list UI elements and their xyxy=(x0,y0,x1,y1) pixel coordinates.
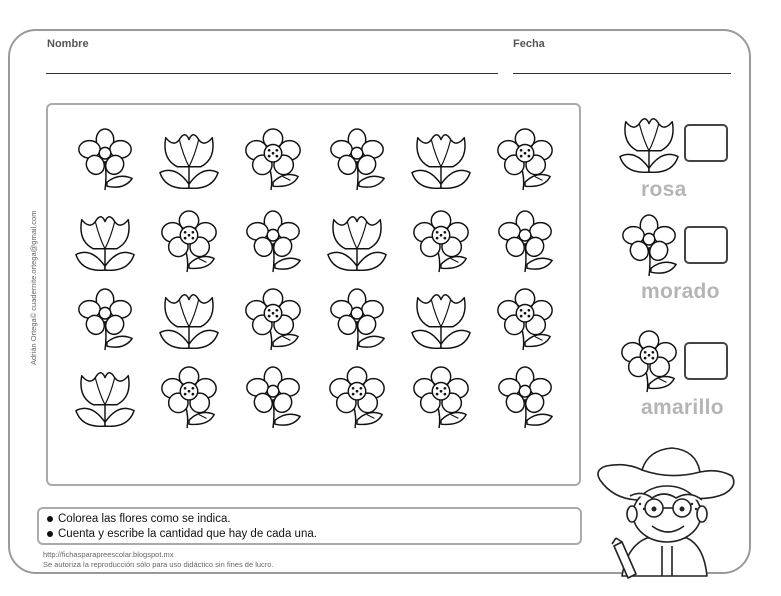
answer-flower xyxy=(616,330,686,396)
flower-cell[interactable] xyxy=(408,288,478,354)
date-line[interactable] xyxy=(513,73,731,74)
tulip-flower-icon xyxy=(408,128,474,192)
flower-cell[interactable] xyxy=(408,210,478,276)
flower-cell[interactable] xyxy=(408,128,478,194)
name-line[interactable] xyxy=(46,73,498,74)
tulip-flower-icon xyxy=(156,288,222,352)
flower-cell[interactable] xyxy=(156,210,226,276)
instructions-box xyxy=(37,507,582,545)
flower-cell[interactable] xyxy=(240,128,310,194)
date-label: Fecha xyxy=(513,38,545,50)
answer-box-morado[interactable] xyxy=(684,226,728,264)
flower-cell[interactable] xyxy=(492,366,562,432)
flower-cell[interactable] xyxy=(240,288,310,354)
dotted-flower-icon xyxy=(492,128,558,192)
dotted-flower-icon xyxy=(156,210,222,274)
flower-cell[interactable] xyxy=(324,210,394,276)
footer-url: http://fichasparapreescolar.blogspot.mx xyxy=(43,550,174,559)
color-label-morado: morado xyxy=(641,280,720,303)
flower-cell[interactable] xyxy=(72,210,142,276)
daisy-flower-icon xyxy=(324,288,390,352)
daisy-flower-icon xyxy=(616,214,682,278)
color-label-rosa: rosa xyxy=(641,178,687,201)
flower-cell[interactable] xyxy=(156,128,226,194)
flower-cell[interactable] xyxy=(72,288,142,354)
dotted-flower-icon xyxy=(492,288,558,352)
dotted-flower-icon xyxy=(156,366,222,430)
answer-box-rosa[interactable] xyxy=(684,124,728,162)
flower-cell[interactable] xyxy=(240,366,310,432)
tulip-flower-icon xyxy=(72,210,138,274)
tulip-flower-icon xyxy=(72,366,138,430)
daisy-flower-icon xyxy=(72,288,138,352)
flower-cell[interactable] xyxy=(72,366,142,432)
daisy-flower-icon xyxy=(324,128,390,192)
flower-cell[interactable] xyxy=(492,128,562,194)
tulip-flower-icon xyxy=(324,210,390,274)
flower-cell[interactable] xyxy=(240,210,310,276)
daisy-flower-icon xyxy=(240,210,306,274)
dotted-flower-icon xyxy=(408,210,474,274)
flower-cell[interactable] xyxy=(324,366,394,432)
flower-cell[interactable] xyxy=(324,288,394,354)
instruction-text-1: Colorea las flores como se indica. xyxy=(58,513,231,525)
flower-cell[interactable] xyxy=(156,366,226,432)
dotted-flower-icon xyxy=(324,366,390,430)
dotted-flower-icon xyxy=(616,330,682,394)
flower-cell[interactable] xyxy=(324,128,394,194)
daisy-flower-icon xyxy=(72,128,138,192)
answer-flower xyxy=(616,112,686,178)
flower-cell[interactable] xyxy=(72,128,142,194)
author-credit: Adrián Ortega© cuadernite.ortega@gmail.com xyxy=(29,210,38,365)
instruction-item xyxy=(47,528,317,540)
daisy-flower-icon xyxy=(492,366,558,430)
name-label: Nombre xyxy=(47,38,89,50)
answer-flower xyxy=(616,214,686,280)
instruction-item xyxy=(47,513,231,525)
flower-cell[interactable] xyxy=(492,288,562,354)
flower-cell[interactable] xyxy=(492,210,562,276)
dotted-flower-icon xyxy=(240,128,306,192)
footer-notice: Se autoriza la reproducción sólo para uso didáctico sin fines de lucro. xyxy=(43,560,274,569)
answer-box-amarillo[interactable] xyxy=(684,342,728,380)
dotted-flower-icon xyxy=(240,288,306,352)
dotted-flower-icon xyxy=(408,366,474,430)
flower-cell[interactable] xyxy=(408,366,478,432)
color-label-amarillo: amarillo xyxy=(641,396,724,419)
tulip-flower-icon xyxy=(156,128,222,192)
tulip-flower-icon xyxy=(616,112,682,176)
daisy-flower-icon xyxy=(240,366,306,430)
boy-with-cowboy-hat-icon xyxy=(592,446,737,586)
instruction-text-2: Cuenta y escribe la cantidad que hay de cada una. xyxy=(58,528,317,540)
bullet-icon xyxy=(47,531,53,537)
bullet-icon xyxy=(47,516,53,522)
tulip-flower-icon xyxy=(408,288,474,352)
flower-cell[interactable] xyxy=(156,288,226,354)
daisy-flower-icon xyxy=(492,210,558,274)
